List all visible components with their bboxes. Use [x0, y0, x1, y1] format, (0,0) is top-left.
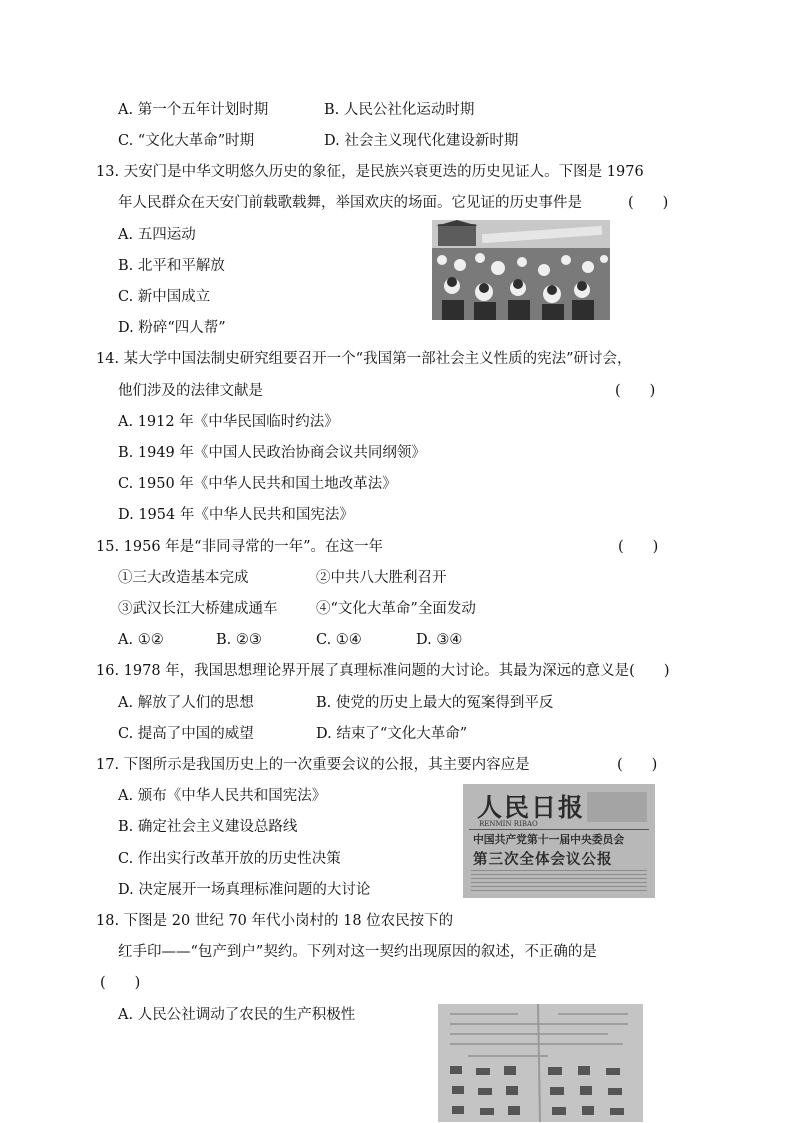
q15-answer-parentheses: ( ) — [618, 539, 659, 555]
q18-stem-line-2: 红手印——“包产到户”契约。下列对这一契约出现原因的叙述，不正确的是 — [118, 944, 597, 960]
q16-option-c: C. 提高了中国的威望 — [118, 726, 254, 742]
q15-item-1: ①三大改造基本完成 — [118, 570, 249, 586]
q14-answer-parentheses: ( ) — [615, 383, 656, 399]
q14-stem-line-1: 14. 某大学中国法制史研究组要召开一个“我国第一部社会主义性质的宪法”研讨会， — [96, 351, 632, 367]
q14-option-d: D. 1954 年《中华人民共和国宪法》 — [118, 507, 354, 523]
newspaper-headline-line-2: 第三次全体会议公报 — [473, 851, 613, 868]
q12-option-b: B. 人民公社化运动时期 — [324, 102, 475, 118]
q16-option-d: D. 结束了“文化大革命” — [316, 726, 468, 742]
q12-option-c: C. “文化大革命”时期 — [118, 133, 255, 149]
q17-answer-parentheses: ( ) — [617, 757, 658, 773]
newspaper-communique-photo — [463, 784, 655, 898]
q15-option-c: C. ①④ — [316, 632, 362, 648]
q15-stem: 15. 1956 年是“非同寻常的一年”。在这一年 — [96, 539, 384, 555]
tiananmen-celebration-photo — [432, 220, 610, 320]
q13-option-d: D. 粉碎“四人帮” — [118, 320, 226, 336]
red-handprint-contract-photo — [438, 1004, 643, 1122]
q14-option-a: A. 1912 年《中华民国临时约法》 — [118, 414, 339, 430]
q14-option-b: B. 1949 年《中国人民政治协商会议共同纲领》 — [118, 445, 426, 461]
q17-stem: 17. 下图所示是我国历史上的一次重要会议的公报，其主要内容应是 — [96, 757, 530, 773]
q17-option-b: B. 确定社会主义建设总路线 — [118, 819, 298, 835]
q12-option-a: A. 第一个五年计划时期 — [118, 102, 269, 118]
q17-option-c: C. 作出实行改革开放的历史性决策 — [118, 851, 341, 867]
q18-stem-line-1: 18. 下图是 20 世纪 70 年代小岗村的 18 位农民按下的 — [96, 913, 454, 929]
q12-option-d: D. 社会主义现代化建设新时期 — [324, 133, 519, 149]
q13-stem-line-1: 13. 天安门是中华文明悠久历史的象征，是民族兴衰更迭的历史见证人。下图是 1976 — [96, 164, 644, 180]
q17-option-a: A. 颁布《中华人民共和国宪法》 — [118, 788, 327, 804]
q17-option-d: D. 决定展开一场真理标准问题的大讨论 — [118, 882, 371, 898]
q15-item-3: ③武汉长江大桥建成通车 — [118, 601, 278, 617]
newspaper-pinyin: RENMIN RIBAO — [479, 820, 538, 828]
q15-option-a: A. ①② — [118, 632, 164, 648]
q15-option-d: D. ③④ — [416, 632, 463, 648]
newspaper-masthead: 人民日报 — [477, 793, 586, 822]
q15-option-b: B. ②③ — [216, 632, 262, 648]
q18-answer-parentheses: ( ) — [100, 975, 141, 991]
newspaper-headline-line-1: 中国共产党第十一届中央委员会 — [473, 833, 625, 846]
q14-stem-line-2: 他们涉及的法律文献是 — [118, 383, 263, 399]
q13-option-b: B. 北平和平解放 — [118, 258, 225, 274]
q15-item-2: ②中共八大胜利召开 — [316, 570, 447, 586]
q13-stem-line-2: 年人民群众在天安门前载歌载舞，举国欢庆的场面。它见证的历史事件是 — [118, 195, 582, 211]
q15-item-4: ④“文化大革命”全面发动 — [316, 601, 476, 617]
q16-option-a: A. 解放了人们的思想 — [118, 695, 254, 711]
q13-option-c: C. 新中国成立 — [118, 289, 211, 305]
q14-option-c: C. 1950 年《中华人民共和国土地改革法》 — [118, 476, 397, 492]
q16-stem: 16. 1978 年，我国思想理论界开展了真理标准问题的大讨论。其最为深远的意义是( ) — [96, 663, 670, 679]
q13-option-a: A. 五四运动 — [118, 227, 196, 243]
q16-option-b: B. 使党的历史上最大的冤案得到平反 — [316, 695, 554, 711]
q13-answer-parentheses: ( ) — [628, 195, 669, 211]
q18-option-a: A. 人民公社调动了农民的生产积极性 — [118, 1007, 356, 1023]
